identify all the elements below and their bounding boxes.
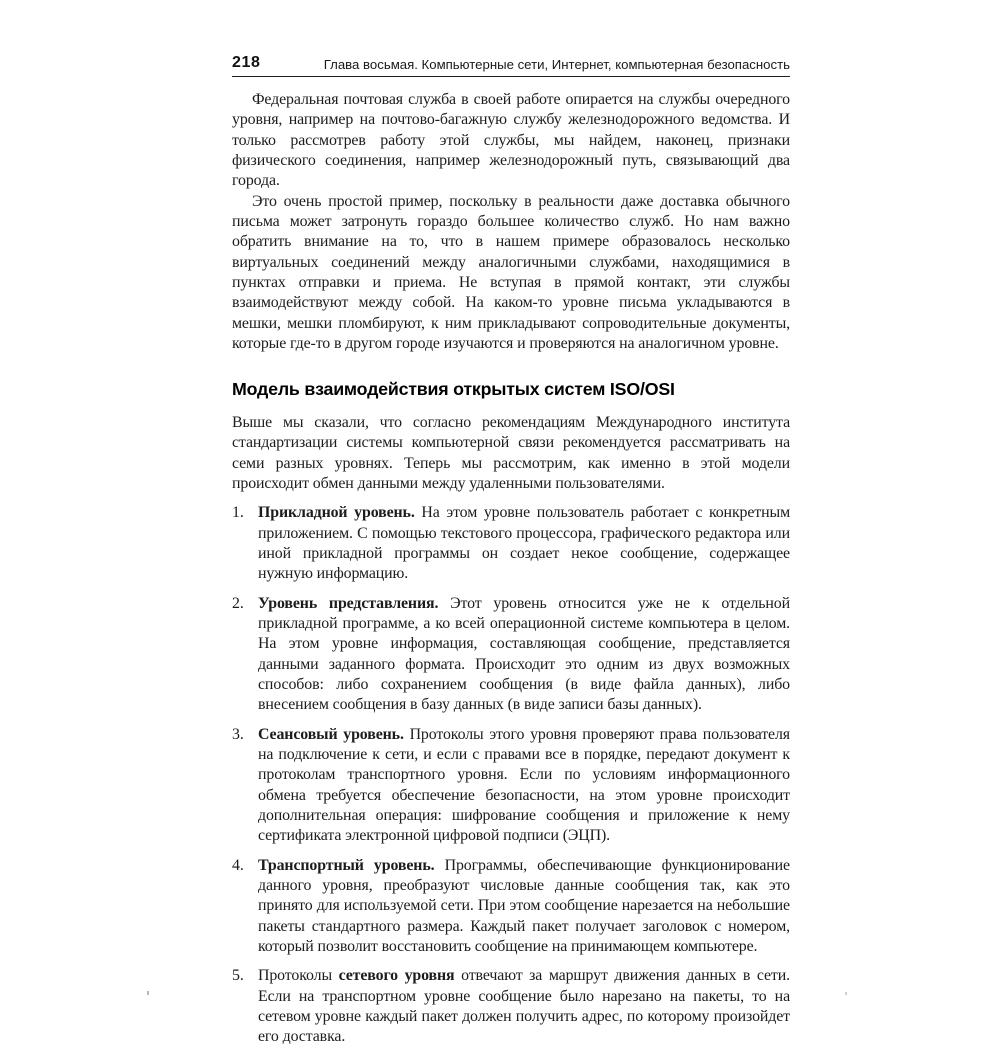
list-item-label: Сеансовый уровень. — [258, 725, 404, 743]
scan-artifact — [147, 991, 149, 995]
list-item-prefix: Протоколы — [258, 967, 339, 985]
list-item — [232, 966, 790, 1047]
osi-levels-list — [232, 503, 790, 1048]
list-item-number: 3. — [232, 725, 244, 743]
list-item-label: Уровень представления. — [258, 594, 439, 612]
text-block — [232, 55, 790, 1048]
list-item — [232, 725, 790, 847]
section-heading: Модель взаимодействия открытых систем ISO/OSI — [232, 379, 675, 400]
list-item — [232, 503, 790, 584]
list-item-text: Протоколы этого уровня проверяют права пользователя на подключение к сети, и если с правами все в порядке, передают документ к протоколам транспортного уровня. Если по условиям информационного обмена требуется обеспечение безопасности, на этом уровне происходит дополнительная операция: шифрование сообщения и приложение к нему сертификата электронной цифровой подписи (ЭЦП). — [258, 725, 790, 845]
section-intro: Выше мы сказали, что согласно рекомендациям Международного института стандартизации системы компьютерной связи рекомендуется рассматривать на семи разных уровнях. Теперь мы рассмотрим, как именно в этой модели происходит обмен данными между удаленными пользователями. — [232, 413, 790, 492]
list-item-text: отвечают за маршрут движения данных в сети. Если на транспортном уровне сообщение было нарезано на пакеты, то на сетевом уровне каждый пакет должен получить адрес, по которому произойдет его доставка. — [258, 967, 790, 1046]
list-item-text: На этом уровне пользователь работает с конкретным приложением. С помощью текстового процессора, графического редактора или иной прикладной программы он создает некое сообщение, содержащее нужную информацию. — [258, 504, 791, 583]
page-body — [232, 90, 790, 1048]
list-item-text: Этот уровень относится уже не к отдельной прикладной программе, а ко всей операционной системе компьютера в целом. На этом уровне информация, составляющая сообщение, представляется данными заданного формата. Происходит это одним из двух возможных способов: либо сохранением сообщения (в виде файла данных), либо внесением сообщения в базу данных (в виде записи базы данных). — [258, 594, 790, 714]
body-paragraph: Это очень простой пример, поскольку в реальности даже доставка обычного письма может затронуть гораздо большее количество служб. Но нам важно обратить внимание на то, что в нашем примере образовалось несколько виртуальных соединений между аналогичными службами, находящимися в пунктах отправки и приема. Не вступая в прямой контакт, эти службы взаимодействуют между собой. На каком-то уровне письма укладываются в мешки, мешки пломбируют, к ним прикладывают сопроводительные документы, которые где-то в другом городе изучаются и проверяются на аналогичном уровне. — [232, 192, 790, 353]
body-paragraph: Федеральная почтовая служба в своей работе опирается на службы очередного уровня, например на почтово-багажную службу железнодорожного ведомства. И только рассмотрев работу этой службы, мы найдем, наконец, признаки физического соединения, например железнодорожный путь, связывающий два города. — [232, 91, 790, 190]
list-item-number: 1. — [232, 504, 244, 522]
list-item — [232, 856, 790, 958]
page-number: 218 — [232, 54, 261, 71]
scan-artifact — [845, 992, 847, 995]
running-header — [232, 55, 790, 77]
list-item-label: Транспортный уровень. — [258, 856, 435, 874]
chapter-title: Глава восьмая. Компьютерные сети, Интернет, компьютерная безопасность — [323, 56, 790, 72]
list-item-text: Программы, обеспечивающие функционирование данного уровня, преобразуют числовые данные сообщения так, как это принято для используемой сети. При этом сообщение нарезается на небольшие пакеты стандартного размера. Каждый пакет получает заголовок с номером, который позволит восстановить сообщение на принимающем компьютере. — [258, 856, 790, 956]
list-item-label: Прикладной уровень. — [258, 504, 415, 522]
list-item-number: 4. — [232, 856, 244, 874]
list-item-label: сетевого уровня — [338, 967, 455, 985]
list-item-number: 2. — [232, 594, 244, 612]
list-item — [232, 594, 790, 716]
list-item-number: 5. — [232, 967, 244, 985]
